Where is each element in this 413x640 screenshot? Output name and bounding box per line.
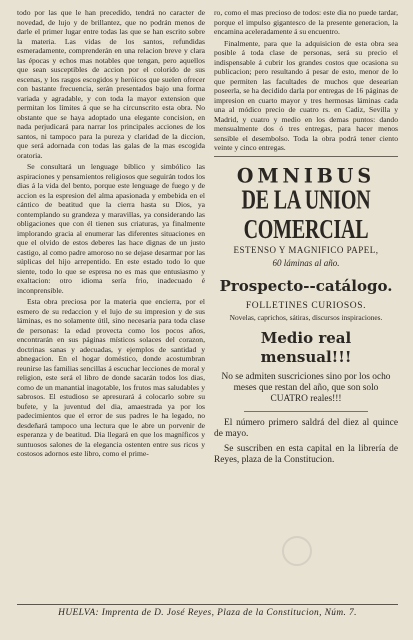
notice-divider xyxy=(244,411,368,412)
footer-imprint: HUELVA: Imprenta de D. José Reyes, Plaza de la Constitucion, Núm. 7. xyxy=(58,608,357,618)
numero-primero-notice: El número primero saldrá del diez al quince de mayo. xyxy=(214,417,398,439)
omnibus-heading: OMNIBUS xyxy=(236,163,376,188)
left-paragraph-1: todo por las que le han precedido, tendrá no caracter de novedad, de lujo y de brillantez, que no podrán menos de darle el primer lugar entre todas las que se han escrito sobre la materia. Las vidas de los santos, refundidas esmeradamente, comprenderán en una relacion breve y clara las épocas y echos mas notables que tengan, pero aquellos que sean susceptibles de accion por el colorido de sus escenas, y los rasgos escogidos y heróicos que suelen ofrecer con bastante frecuencia, serán presentados bajo una forma variada y agradable, y con toda la mayor extension que permitan los límites á que se ha circunscrito esta obra. No obstante que se haya adoptado una elegante concision, en nada perjudicará para narrar los principales acciones de los santos, ni tampoco para la pureza y claridad de la diccion, que será adornada con todas las galas de la mas escogida oratoria. xyxy=(17,8,205,160)
section-divider xyxy=(214,156,398,157)
footer-divider xyxy=(17,604,398,605)
laminas-line: 60 láminas al año. xyxy=(272,257,340,268)
folletines-line: FOLLETINES CURIOSOS. xyxy=(245,300,367,311)
right-column xyxy=(214,8,398,600)
prospecto-heading: Prospecto--catálogo. xyxy=(219,276,393,295)
left-column xyxy=(17,8,205,600)
suscriben-notice: Se suscriben en esta capital en la librería de Reyes, plaza de la Constitucion. xyxy=(214,443,398,465)
medio-real-heading: Medio real mensual!!! xyxy=(260,328,352,366)
watermark-emblem-icon xyxy=(282,536,312,566)
novelas-line: Novelas, caprichos, sátiras, discursos inspiraciones. xyxy=(229,312,383,322)
right-paragraph-2: Finalmente, para que la adquisicion de esta obra sea posible á toda clase de personas, será su precio el indispensable á cubrir los grandes costos que ocasiona su publicacion; pero resultando á pesar de esto, menor de lo que permiten las facultades de muchos que desearian poseerla, se ha decidido darla por entregas de 16 páginas de impresion en cuarto mayor y tres hermosas láminas cada una al módico precio de cuatro rs. en Cadiz, Sevilla y Madrid, y cuatro y medio en los demas puntos: dando mensualmente dos ó tres entregas, para hacer menos sensible el desembolso. Toda la obra podrá tener ciento veinte y cinco entregas. xyxy=(214,38,398,152)
union-comercial-heading: DE LA UNION COMERCIAL xyxy=(241,184,371,245)
left-paragraph-2: Se consultará un lenguage bíblico y simbólico las aspiraciones y pensamientos religiosos que seguirán todos los dias á la vida del bento, porque este lenguage de fuego y de accion es la espresion del alma apasionada y embebida en el cántico de beatitud que la cierra hasta su Dios, ya contemplando su grandeza y maravillas, ya considerando las obligaciones que con él tienen sus criaturas, ya finalmente implorando gracia al enumerar las diferentes situaciones en que el olvido de estos deberes las hace dignas de un justo castigo, al como padre amoroso no se dejase desarmar por las súplicas del hijo arrepentido. En este estado todo lo que siente, todo lo que se espresa no es mas que entusiasmo y exaltacion: otro idioma sería frio, inadecuado é inconprensible. xyxy=(17,162,205,295)
left-paragraph-3: Esta obra preciosa por la materia que encierra, por el esmero de su redaccion y el lujo de su impresion y de sus láminas, es no solamente útil, sino necesaria para toda clase de personas: la edad provecta como los pocos años, encontrarán en sus páginas místicos solaces del corazon, doctrinas sanas y adecuadas, y ejemplos de santidad y abnegacion. En el hogar doméstico, donde acostumbran reunirse las familias sencillas á escuchar lecciones de moral y religion, este será el libro de donde sacarán todos los dias, como de un manantial inagotable, los frutos mas saludables y sabrosos. El estudioso se apresurará á colocarlo sobre su bufete, y la juventud del dia, amaestrada ya por los padecimientos que el error de sus padres le ha legado, no desdeñará tampoco una lectura que le abre un porvenir de esperanza y de beatitud. Dia llegará en que los magníficos y suntuosos salones de la elegancia ostenten entre sus ricos y costosos adornos este libro, como el prime- xyxy=(17,297,205,458)
right-paragraph-1: ro, como el mas precioso de todos: este dia no puede tardar, porque el impulso gigantesco de la presente generacion, la encamina aceleradamente á su encuentro. xyxy=(214,8,398,36)
suscriciones-notice: No se admiten suscriciones sino por los ocho meses que restan del año, que son solo CUATRO reales!!! xyxy=(221,371,391,404)
paper-subtitle: ESTENSO Y MAGNIFICO PAPEL, xyxy=(233,244,379,255)
